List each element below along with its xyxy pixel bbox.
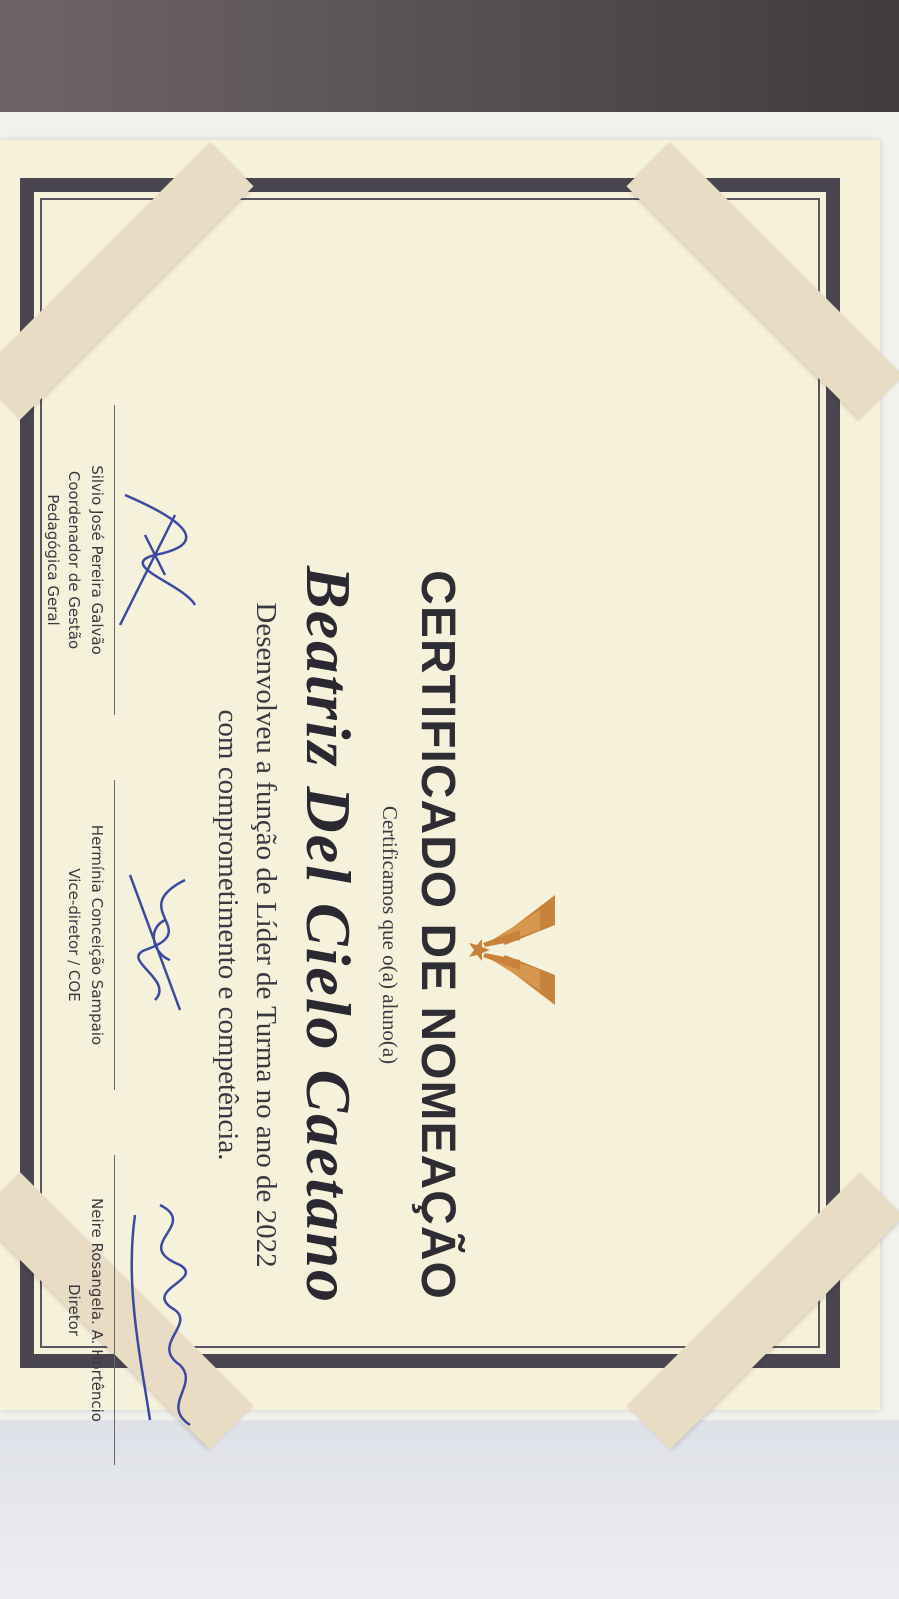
signer-name: Silvio José Pereira Galvão [88,465,106,655]
signature-block-coordinator [42,405,115,715]
signer-role [42,405,84,715]
body-line-1: Desenvolveu a função de Líder de Turma no ano de 2022 [250,602,282,1268]
signature-scribble-1 [105,485,215,645]
signature-scribble-3 [110,1195,220,1435]
signer-role [63,1155,84,1465]
signer-role [63,780,84,1090]
signature-block-director [63,1155,115,1465]
signer-name: Hermínia Conceição Sampaio [88,824,106,1046]
body-line-2: com comprometimento e competência. [212,709,244,1161]
signer-role-line-1: Vice-diretor / COE [65,868,83,1002]
certificate-title: CERTIFICADO DE NOMEAÇÃO [411,570,464,1300]
signer-role-line-2: Pedagógica Geral [44,494,62,626]
signature-block-vice-director [63,780,115,1090]
certificate-content [0,340,570,1530]
signature-scribble-2 [105,860,215,1020]
signer-role-line-1: Diretor [65,1283,83,1336]
certificate-intro: Certificamos que o(a) aluno(a) [378,805,402,1065]
student-name: Beatriz Del Cielo Caetano [293,566,364,1304]
signer-name: Neire Rosangela. A. Hortêncio [88,1198,106,1422]
background-wall [0,0,899,118]
certificate-paper [0,140,880,1422]
certificate-body [209,340,285,1530]
signer-role-line-1: Coordenador de Gestão [65,470,83,650]
school-logo-icon [465,885,560,1015]
